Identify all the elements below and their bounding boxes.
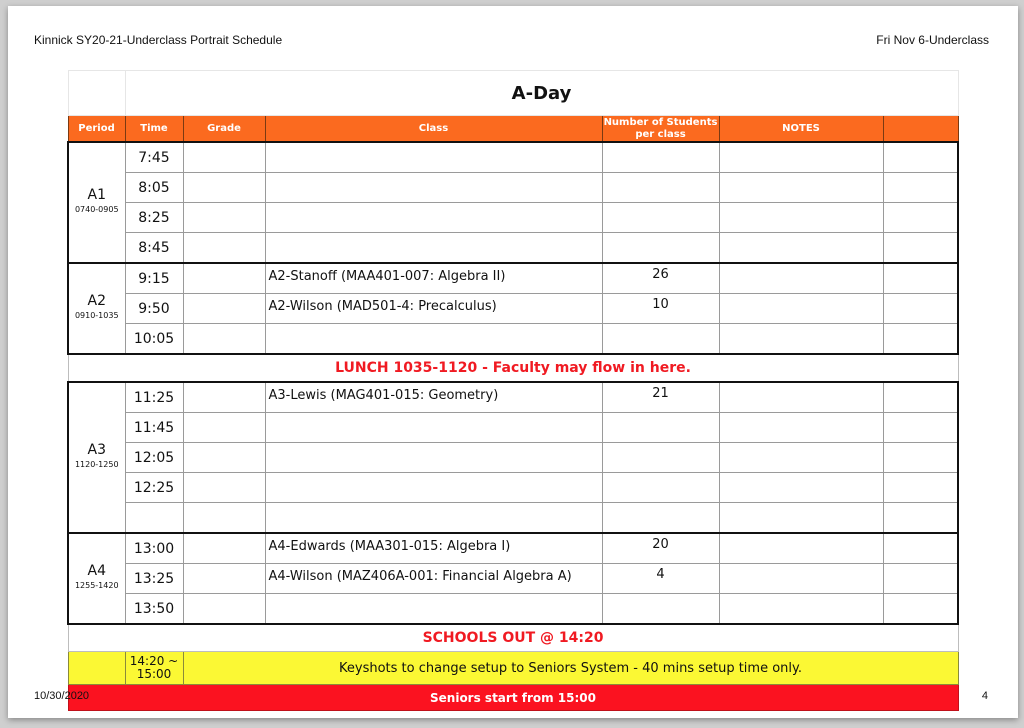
title-blank-cell — [68, 71, 125, 116]
extra-cell[interactable] — [883, 413, 958, 443]
document-page — [8, 6, 1018, 718]
student-count-cell[interactable]: 20 — [602, 533, 719, 564]
schedule-row — [68, 564, 958, 594]
schedule-row — [68, 443, 958, 473]
class-cell[interactable]: A2-Wilson (MAD501-4: Precalculus) — [265, 294, 602, 324]
notes-cell[interactable] — [719, 382, 883, 413]
grade-cell[interactable] — [183, 382, 265, 413]
grade-cell[interactable] — [183, 263, 265, 294]
student-count-cell[interactable]: 10 — [602, 294, 719, 324]
col-header-grade: Grade — [183, 116, 265, 143]
period-cell — [68, 142, 125, 263]
period-range: 0740-0905 — [74, 205, 119, 214]
class-cell[interactable]: A3-Lewis (MAG401-015: Geometry) — [265, 382, 602, 413]
schedule-row — [68, 382, 958, 413]
student-count-cell[interactable] — [602, 413, 719, 443]
student-count-cell[interactable] — [602, 443, 719, 473]
extra-cell[interactable] — [883, 324, 958, 355]
time-cell: 12:05 — [125, 443, 183, 473]
grade-cell[interactable] — [183, 533, 265, 564]
period-range: 1120-1250 — [74, 460, 119, 469]
class-cell[interactable] — [265, 173, 602, 203]
notes-cell[interactable] — [719, 173, 883, 203]
extra-cell[interactable] — [883, 564, 958, 594]
grade-cell[interactable] — [183, 473, 265, 503]
extra-cell[interactable] — [883, 142, 958, 173]
period-cell — [68, 263, 125, 354]
grade-cell[interactable] — [183, 503, 265, 534]
schedule-row — [68, 142, 958, 173]
notes-cell[interactable] — [719, 503, 883, 534]
student-count-cell[interactable]: 21 — [602, 382, 719, 413]
class-cell[interactable] — [265, 413, 602, 443]
extra-cell[interactable] — [883, 294, 958, 324]
time-cell: 7:45 — [125, 142, 183, 173]
extra-cell[interactable] — [883, 503, 958, 534]
schedule-row — [68, 594, 958, 625]
period-name: A1 — [87, 187, 106, 203]
schedule-row — [68, 203, 958, 233]
time-cell: 11:45 — [125, 413, 183, 443]
setup-time: 14:20 ~ 15:00 — [125, 652, 183, 685]
notes-cell[interactable] — [719, 564, 883, 594]
student-count-cell[interactable] — [602, 503, 719, 534]
notes-cell[interactable] — [719, 443, 883, 473]
period-name: A3 — [87, 442, 106, 458]
col-header-extra — [883, 116, 958, 143]
notes-cell[interactable] — [719, 263, 883, 294]
class-cell[interactable] — [265, 233, 602, 264]
schedule-row — [68, 233, 958, 264]
col-header-student-count: Number of Students per class — [602, 116, 719, 143]
notes-cell[interactable] — [719, 473, 883, 503]
time-cell: 11:25 — [125, 382, 183, 413]
schedule-row — [68, 503, 958, 534]
time-cell: 8:25 — [125, 203, 183, 233]
student-count-cell[interactable] — [602, 594, 719, 625]
class-cell[interactable] — [265, 142, 602, 173]
schedule-row — [68, 413, 958, 443]
class-cell[interactable] — [265, 443, 602, 473]
grade-cell[interactable] — [183, 142, 265, 173]
schedule-row — [68, 473, 958, 503]
class-cell[interactable]: A2-Stanoff (MAA401-007: Algebra II) — [265, 263, 602, 294]
notes-cell[interactable] — [719, 294, 883, 324]
extra-cell[interactable] — [883, 233, 958, 264]
page-number: 4 — [981, 690, 988, 702]
extra-cell[interactable] — [883, 173, 958, 203]
grade-cell[interactable] — [183, 413, 265, 443]
period-cell — [68, 382, 125, 533]
title-row — [68, 71, 958, 116]
seniors-row — [68, 685, 958, 711]
time-cell: 8:45 — [125, 233, 183, 264]
grade-cell[interactable] — [183, 173, 265, 203]
time-cell: 9:15 — [125, 263, 183, 294]
period-range: 1255-1420 — [74, 581, 119, 590]
student-count-cell[interactable] — [602, 142, 719, 173]
notes-cell[interactable] — [719, 203, 883, 233]
grade-cell[interactable] — [183, 594, 265, 625]
lunch-banner: LUNCH 1035-1120 - Faculty may flow in here. — [68, 354, 958, 382]
setup-blank-cell — [68, 652, 125, 685]
page-footer-date: 10/30/2020 — [34, 690, 90, 702]
seniors-banner: Seniors start from 15:00 — [68, 685, 958, 711]
notes-cell[interactable] — [719, 324, 883, 355]
extra-cell[interactable] — [883, 263, 958, 294]
grade-cell[interactable] — [183, 564, 265, 594]
student-count-cell[interactable]: 4 — [602, 564, 719, 594]
class-cell[interactable]: A4-Edwards (MAA301-015: Algebra I) — [265, 533, 602, 564]
extra-cell[interactable] — [883, 594, 958, 625]
col-header-notes: NOTES — [719, 116, 883, 143]
col-header-period: Period — [68, 116, 125, 143]
time-cell: 8:05 — [125, 173, 183, 203]
page-header-date: Fri Nov 6-Underclass — [876, 33, 989, 47]
class-cell[interactable] — [265, 473, 602, 503]
class-cell[interactable] — [265, 324, 602, 355]
schedule-row — [68, 533, 958, 564]
student-count-cell[interactable] — [602, 203, 719, 233]
col-header-class: Class — [265, 116, 602, 143]
notes-cell[interactable] — [719, 533, 883, 564]
grade-cell[interactable] — [183, 294, 265, 324]
period-cell — [68, 533, 125, 624]
grade-cell[interactable] — [183, 324, 265, 355]
col-header-time: Time — [125, 116, 183, 143]
schedule-table — [67, 70, 959, 711]
setup-row — [68, 652, 958, 685]
student-count-cell[interactable] — [602, 173, 719, 203]
class-cell[interactable]: A4-Wilson (MAZ406A-001: Financial Algebra A) — [265, 564, 602, 594]
schedule-row — [68, 294, 958, 324]
notes-cell[interactable] — [719, 233, 883, 264]
grade-cell[interactable] — [183, 443, 265, 473]
schedule-row — [68, 263, 958, 294]
notes-cell[interactable] — [719, 142, 883, 173]
extra-cell[interactable] — [883, 203, 958, 233]
extra-cell[interactable] — [883, 443, 958, 473]
student-count-cell[interactable] — [602, 324, 719, 355]
student-count-cell[interactable] — [602, 233, 719, 264]
student-count-cell[interactable] — [602, 473, 719, 503]
grade-cell[interactable] — [183, 203, 265, 233]
notes-cell[interactable] — [719, 594, 883, 625]
schools-out-banner: SCHOOLS OUT @ 14:20 — [68, 624, 958, 652]
class-cell[interactable] — [265, 503, 602, 534]
period-name: A4 — [87, 563, 106, 579]
sheet-title: A-Day — [125, 71, 958, 116]
extra-cell[interactable] — [883, 533, 958, 564]
student-count-cell[interactable]: 26 — [602, 263, 719, 294]
setup-text: Keyshots to change setup to Seniors System - 40 mins setup time only. — [183, 652, 958, 685]
schedule-row — [68, 324, 958, 355]
schools-out-banner-row — [68, 624, 958, 652]
schedule-sheet — [67, 70, 957, 711]
time-cell: 10:05 — [125, 324, 183, 355]
schedule-row — [68, 173, 958, 203]
class-cell[interactable] — [265, 594, 602, 625]
period-name: A2 — [87, 293, 106, 309]
extra-cell[interactable] — [883, 473, 958, 503]
lunch-banner-row — [68, 354, 958, 382]
time-cell: 12:25 — [125, 473, 183, 503]
time-cell: 13:25 — [125, 564, 183, 594]
time-cell: 13:50 — [125, 594, 183, 625]
notes-cell[interactable] — [719, 413, 883, 443]
time-cell — [125, 503, 183, 534]
grade-cell[interactable] — [183, 233, 265, 264]
column-header-row — [68, 116, 958, 143]
class-cell[interactable] — [265, 203, 602, 233]
extra-cell[interactable] — [883, 382, 958, 413]
time-cell: 13:00 — [125, 533, 183, 564]
period-range: 0910-1035 — [74, 311, 119, 320]
time-cell: 9:50 — [125, 294, 183, 324]
page-header-title: Kinnick SY20-21-Underclass Portrait Schedule — [34, 33, 283, 47]
